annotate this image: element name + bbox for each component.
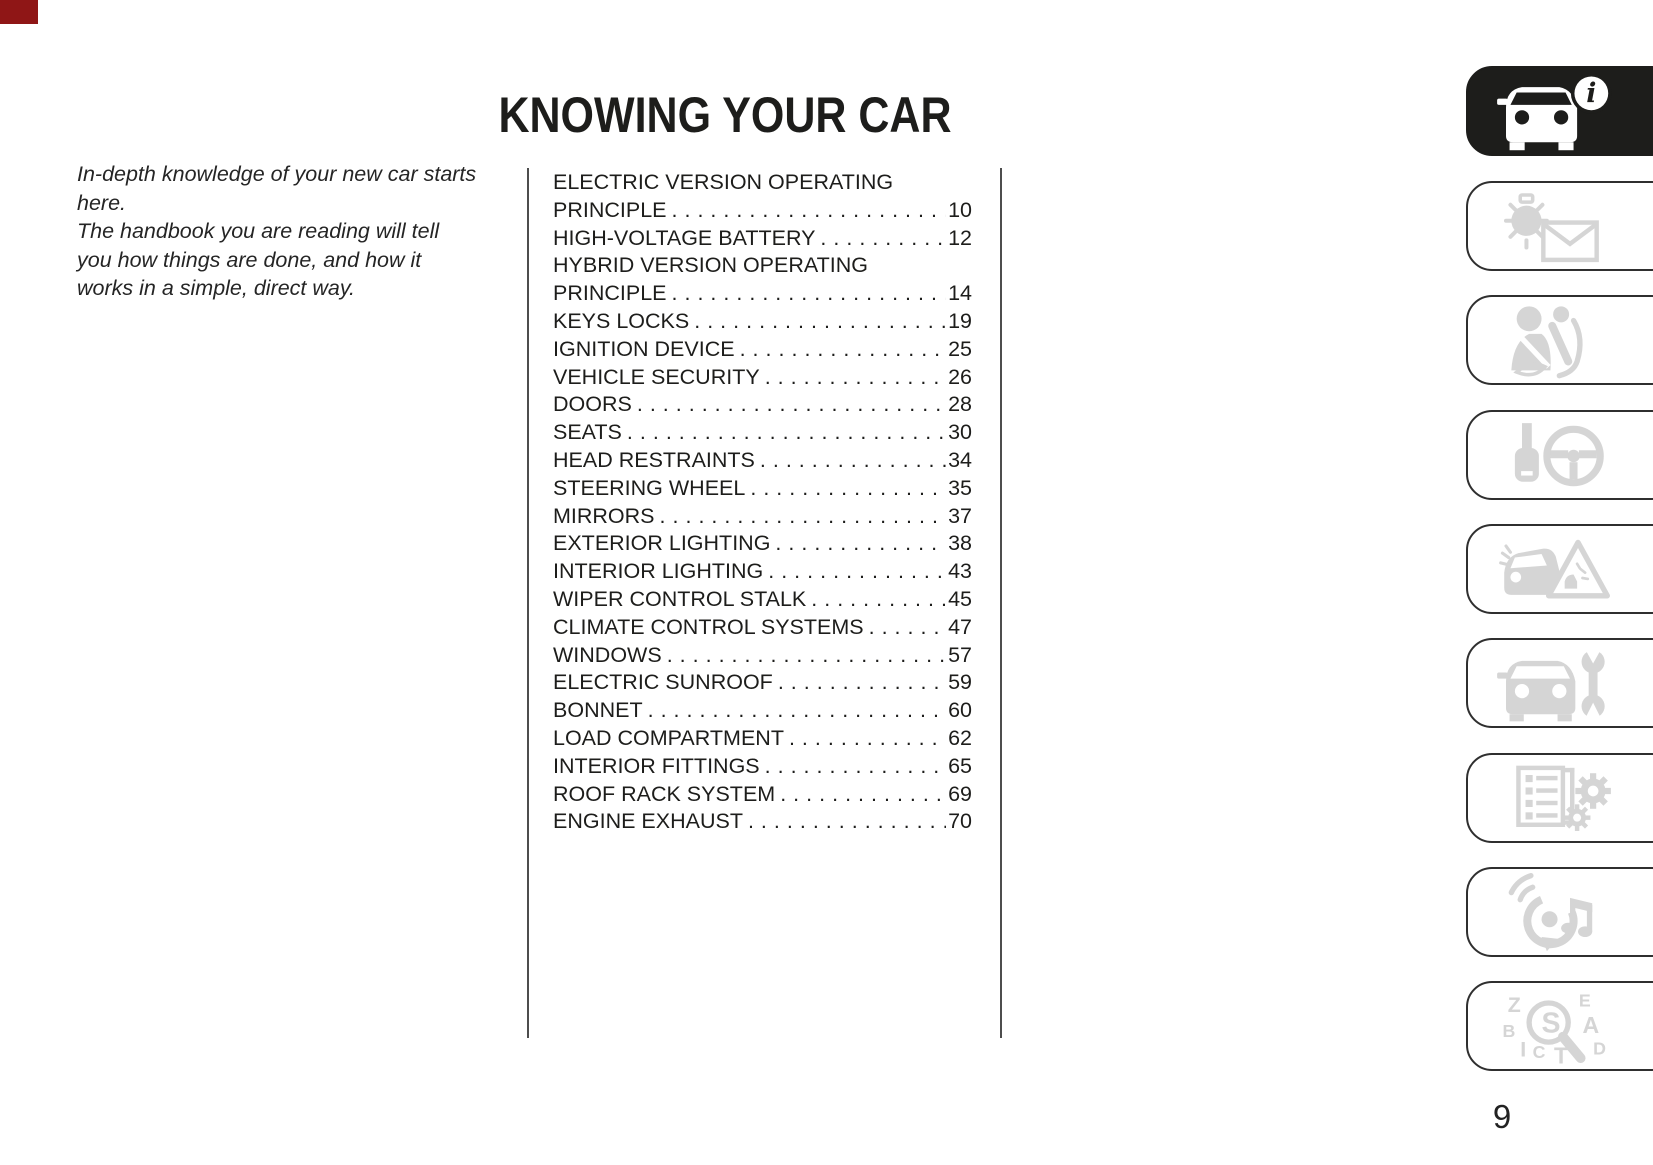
toc-dot-leader — [627, 419, 946, 447]
toc-dot-leader — [869, 614, 946, 642]
toc-entry-page: 69 — [948, 781, 972, 806]
toc-entry-label: IGNITION DEVICE — [553, 336, 735, 361]
toc-entry-line — [553, 419, 972, 447]
toc-dot-leader — [765, 753, 946, 781]
index-letter: B — [1502, 1020, 1516, 1041]
toc-entry-page: 14 — [948, 281, 972, 306]
toc-entry-page: 37 — [948, 503, 972, 528]
intro-paragraph: In-depth knowledge of your new car starts here. — [77, 162, 477, 215]
toc-entry-line — [553, 252, 972, 280]
toc-entry-label: BONNET — [553, 698, 643, 723]
index-letter: D — [1593, 1038, 1606, 1059]
toc-entry-label: HIGH-VOLTAGE BATTERY — [553, 225, 816, 250]
tab-in-an-emergency[interactable] — [1466, 524, 1653, 614]
page-title: KNOWING YOUR CAR — [498, 86, 952, 143]
index-letter: A — [1582, 1012, 1600, 1039]
toc-entry-label: HEAD RESTRAINTS — [553, 447, 755, 472]
toc-dot-leader — [765, 364, 946, 392]
search-glyph: S — [1541, 1007, 1561, 1040]
toc-entry-page: 70 — [948, 809, 972, 834]
toc-entry-page: 35 — [948, 475, 972, 500]
toc-entry-line — [553, 364, 972, 392]
intro-paragraph: The handbook you are reading will tell you how things are done, and how it works in a simple, direct way. — [77, 219, 440, 300]
toc-entry-label: ROOF RACK SYSTEM — [553, 781, 776, 806]
toc-right-rule — [1000, 168, 1002, 1038]
toc-entry-label: STEERING WHEEL — [553, 475, 746, 500]
toc-entry-line — [553, 280, 972, 308]
toc-entry-page: 30 — [948, 420, 972, 445]
toc-dot-leader — [740, 336, 947, 364]
toc-entry-line — [553, 725, 972, 753]
toc-entry-page: 62 — [948, 725, 972, 750]
index-letter: C — [1532, 1042, 1546, 1063]
toc-entry-label: EXTERIOR LIGHTING — [553, 531, 771, 556]
corner-mark — [0, 0, 38, 24]
toc-entry-label: WINDOWS — [553, 642, 662, 667]
tab-multimedia[interactable] — [1466, 867, 1653, 957]
toc-entry-page: 60 — [948, 698, 972, 723]
tab-starting-driving[interactable] — [1466, 410, 1653, 500]
toc-entry-label: ENGINE EXHAUST — [553, 809, 743, 834]
toc-entry-line — [553, 197, 972, 225]
tab-safety[interactable] — [1466, 295, 1653, 385]
alphabetical-index-icon — [1488, 987, 1620, 1067]
toc-entry-label: WIPER CONTROL STALK — [553, 586, 807, 611]
toc-entry-page: 25 — [948, 336, 972, 361]
toc-entry-page: 47 — [948, 614, 972, 639]
toc-dot-leader — [672, 197, 947, 225]
toc-entry-line — [553, 558, 972, 586]
toc-entry-line — [553, 669, 972, 697]
info-glyph: i — [1586, 78, 1597, 110]
toc-entry-label: DOORS — [553, 392, 632, 417]
toc-entry-line — [553, 614, 972, 642]
toc-entry-label: INTERIOR FITTINGS — [553, 753, 760, 778]
toc-entry-line — [553, 391, 972, 419]
toc-entry-label: VEHICLE SECURITY — [553, 364, 760, 389]
toc-dot-leader — [775, 530, 946, 558]
toc-entry-label: PRINCIPLE — [553, 197, 667, 222]
toc-dot-leader — [637, 391, 946, 419]
index-letter: I — [1520, 1037, 1527, 1062]
spec-sheet-gears-icon — [1488, 759, 1620, 839]
toc-entry-page: 28 — [948, 392, 972, 417]
toc-entry-line — [553, 336, 972, 364]
toc-dot-leader — [748, 808, 946, 836]
toc-entry-page: 45 — [948, 586, 972, 611]
toc-entry-line — [553, 586, 972, 614]
toc-dot-leader — [768, 558, 946, 586]
warning-light-envelope-icon — [1488, 187, 1620, 267]
toc-dot-leader — [694, 308, 946, 336]
multimedia-music-icon — [1488, 873, 1620, 953]
toc-entry-label: SEATS — [553, 420, 622, 445]
toc-entry-line — [553, 503, 972, 531]
key-steering-wheel-icon — [1488, 416, 1620, 496]
toc-dot-leader — [667, 642, 946, 670]
car-wrench-icon — [1488, 644, 1620, 724]
toc-entry-line — [553, 169, 972, 197]
toc-entry-page: 57 — [948, 642, 972, 667]
toc-dot-leader — [811, 586, 946, 614]
toc-entry-line — [553, 753, 972, 781]
tab-servicing-care[interactable] — [1466, 638, 1653, 728]
toc-entry-line — [553, 308, 972, 336]
toc-entry-page: 10 — [948, 197, 972, 222]
toc-entry-line — [553, 225, 972, 253]
toc-entry-page: 38 — [948, 531, 972, 556]
toc-entry-label: PRINCIPLE — [553, 281, 667, 306]
index-letter: E — [1578, 990, 1591, 1011]
toc-entry-page: 12 — [948, 225, 972, 250]
toc-dot-leader — [648, 697, 946, 725]
toc-list — [553, 169, 972, 836]
toc-entry-line — [553, 530, 972, 558]
toc-entry-line — [553, 475, 972, 503]
toc-entry-line — [553, 808, 972, 836]
tab-alphabetical-index[interactable] — [1466, 981, 1653, 1071]
intro-text — [77, 160, 477, 303]
toc-dot-leader — [780, 781, 946, 809]
tab-technical-data[interactable] — [1466, 753, 1653, 843]
toc-entry-page: 65 — [948, 753, 972, 778]
tab-knowing-your-car[interactable] — [1466, 66, 1653, 156]
toc-entry-line — [553, 642, 972, 670]
toc-entry-label: CLIMATE CONTROL SYSTEMS — [553, 614, 864, 639]
toc-entry-line — [553, 447, 972, 475]
car-warning-triangle-icon — [1488, 530, 1620, 610]
toc-dot-leader — [760, 447, 946, 475]
tab-instrument-panel[interactable] — [1466, 181, 1653, 271]
toc-entry-label: ELECTRIC VERSION OPERATING — [553, 170, 894, 194]
car-info-icon — [1488, 72, 1620, 152]
occupant-seatbelt-icon — [1488, 301, 1620, 381]
toc-dot-leader — [750, 475, 946, 503]
page-number: 9 — [1492, 1098, 1512, 1135]
toc-dot-leader — [820, 225, 946, 253]
toc-entry-page: 59 — [948, 670, 972, 695]
toc-entry-page: 26 — [948, 364, 972, 389]
toc-entry-line — [553, 697, 972, 725]
toc-dot-leader — [660, 503, 947, 531]
toc-entry-line — [553, 781, 972, 809]
toc-entry-label: LOAD COMPARTMENT — [553, 725, 784, 750]
index-letter: T — [1554, 1042, 1569, 1067]
toc-entry-label: MIRRORS — [553, 503, 655, 528]
toc-entry-label: ELECTRIC SUNROOF — [553, 670, 773, 695]
toc-entry-label: HYBRID VERSION OPERATING — [553, 253, 868, 278]
toc-dot-leader — [789, 725, 946, 753]
toc-entry-page: 34 — [948, 447, 972, 472]
toc-dot-leader — [778, 669, 946, 697]
toc-dot-leader — [672, 280, 947, 308]
index-letter: Z — [1507, 992, 1521, 1017]
toc-left-rule — [527, 168, 529, 1038]
toc-entry-label: INTERIOR LIGHTING — [553, 559, 764, 584]
toc-entry-page: 19 — [948, 308, 972, 333]
toc-entry-page: 43 — [948, 559, 972, 584]
toc-entry-label: KEYS LOCKS — [553, 308, 690, 333]
